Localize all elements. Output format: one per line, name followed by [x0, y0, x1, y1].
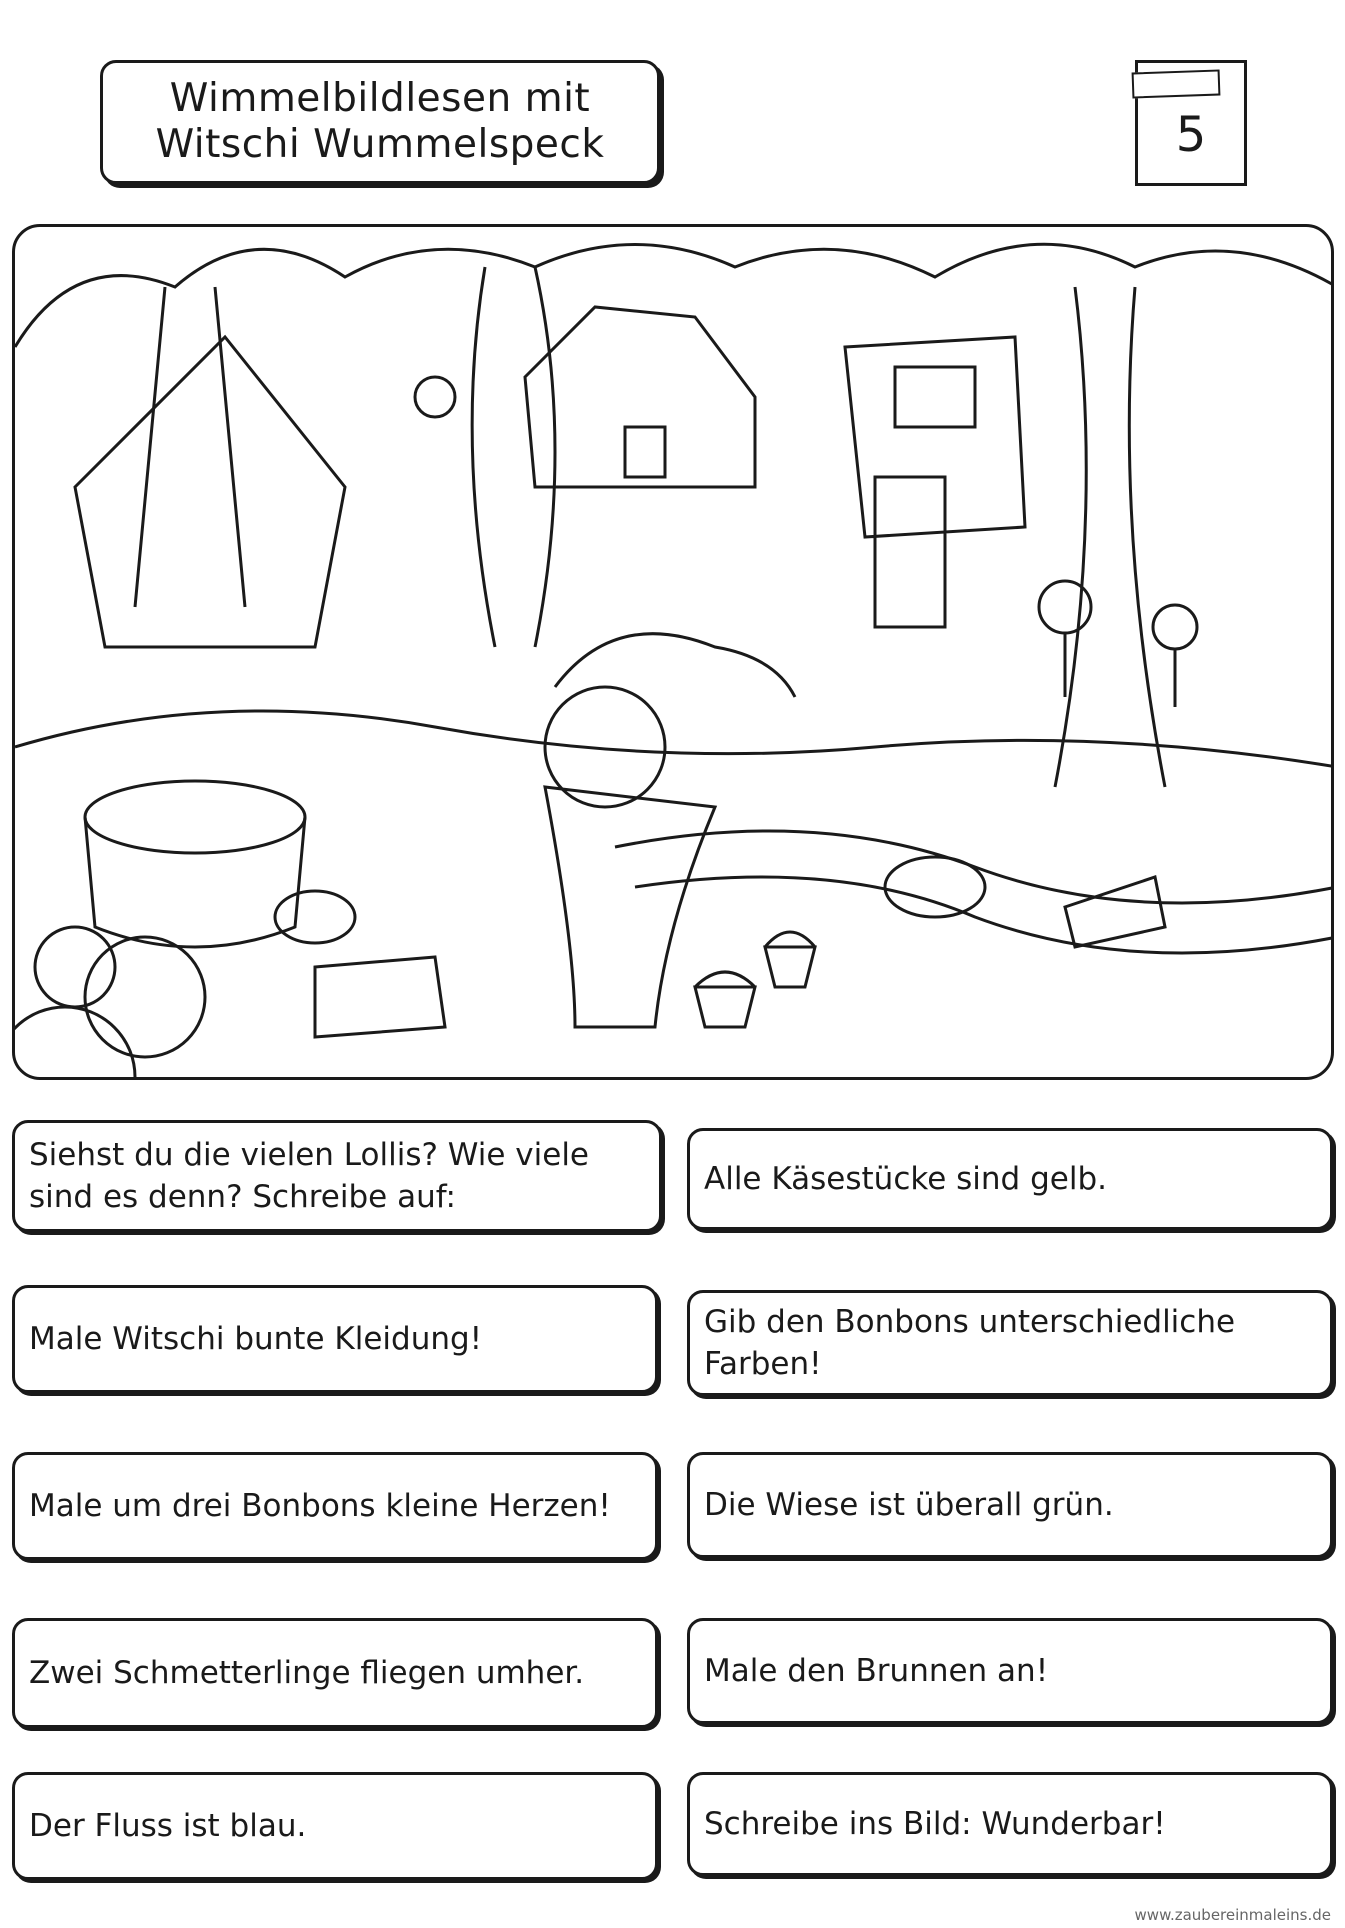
task-text-2: Alle Käsestücke sind gelb. — [704, 1161, 1107, 1197]
footer-url: www.zaubereinmaleins.de — [1134, 1906, 1331, 1924]
task-text-4: Gib den Bonbons unterschiedliche Farben! — [704, 1304, 1236, 1382]
task-box-5 — [12, 1452, 658, 1560]
tree-trunk-left-icon — [135, 287, 245, 607]
page-number: 5 — [1175, 107, 1207, 163]
gingerbread-house-right-icon — [845, 337, 1025, 627]
title-box — [100, 60, 660, 184]
task-box-2 — [687, 1128, 1333, 1230]
task-text-3: Male Witschi bunte Kleidung! — [29, 1321, 483, 1357]
tree-trunk-center-icon — [472, 267, 555, 647]
hidden-object-picture — [12, 224, 1334, 1080]
task-text-6: Die Wiese ist überall grün. — [704, 1487, 1114, 1523]
cupcake-icon — [695, 972, 755, 1027]
title-line-1: Wimmelbildlesen mit — [169, 76, 591, 121]
task-box-8 — [687, 1618, 1333, 1724]
task-box-9 — [12, 1772, 658, 1880]
title-line-2: Witschi Wummelspeck — [155, 122, 605, 167]
page-number-card — [1135, 60, 1247, 186]
gingerbread-house-left-icon — [75, 337, 345, 647]
gingerbread-house-center-icon — [525, 307, 755, 487]
task-box-10 — [687, 1772, 1333, 1876]
task-box-1 — [12, 1120, 662, 1232]
meadow-icon — [15, 711, 1334, 767]
task-text-5: Male um drei Bonbons kleine Herzen! — [29, 1488, 611, 1524]
task-text-1: Siehst du die vielen Lollis? Wie viele sind es denn? Schreibe auf: — [29, 1137, 589, 1215]
task-text-9: Der Fluss ist blau. — [29, 1808, 307, 1844]
tape-icon — [1132, 69, 1221, 98]
task-box-4 — [687, 1290, 1333, 1396]
task-text-10: Schreibe ins Bild: Wunderbar! — [704, 1806, 1166, 1842]
task-box-7 — [12, 1618, 658, 1728]
well-icon — [85, 781, 305, 853]
task-text-8: Male den Brunnen an! — [704, 1653, 1049, 1689]
candy-forest-illustration — [15, 227, 1334, 1080]
cheese-icon — [315, 957, 445, 1037]
river-icon — [615, 831, 1334, 953]
lollipop-icon — [15, 1007, 135, 1080]
tree-trunk-right-icon — [1055, 287, 1165, 787]
tree-canopy-icon — [15, 244, 1334, 347]
task-box-6 — [687, 1452, 1333, 1558]
task-text-7: Zwei Schmetterlinge fliegen umher. — [29, 1655, 585, 1691]
macaron-icon — [275, 891, 355, 943]
task-box-3 — [12, 1285, 658, 1393]
